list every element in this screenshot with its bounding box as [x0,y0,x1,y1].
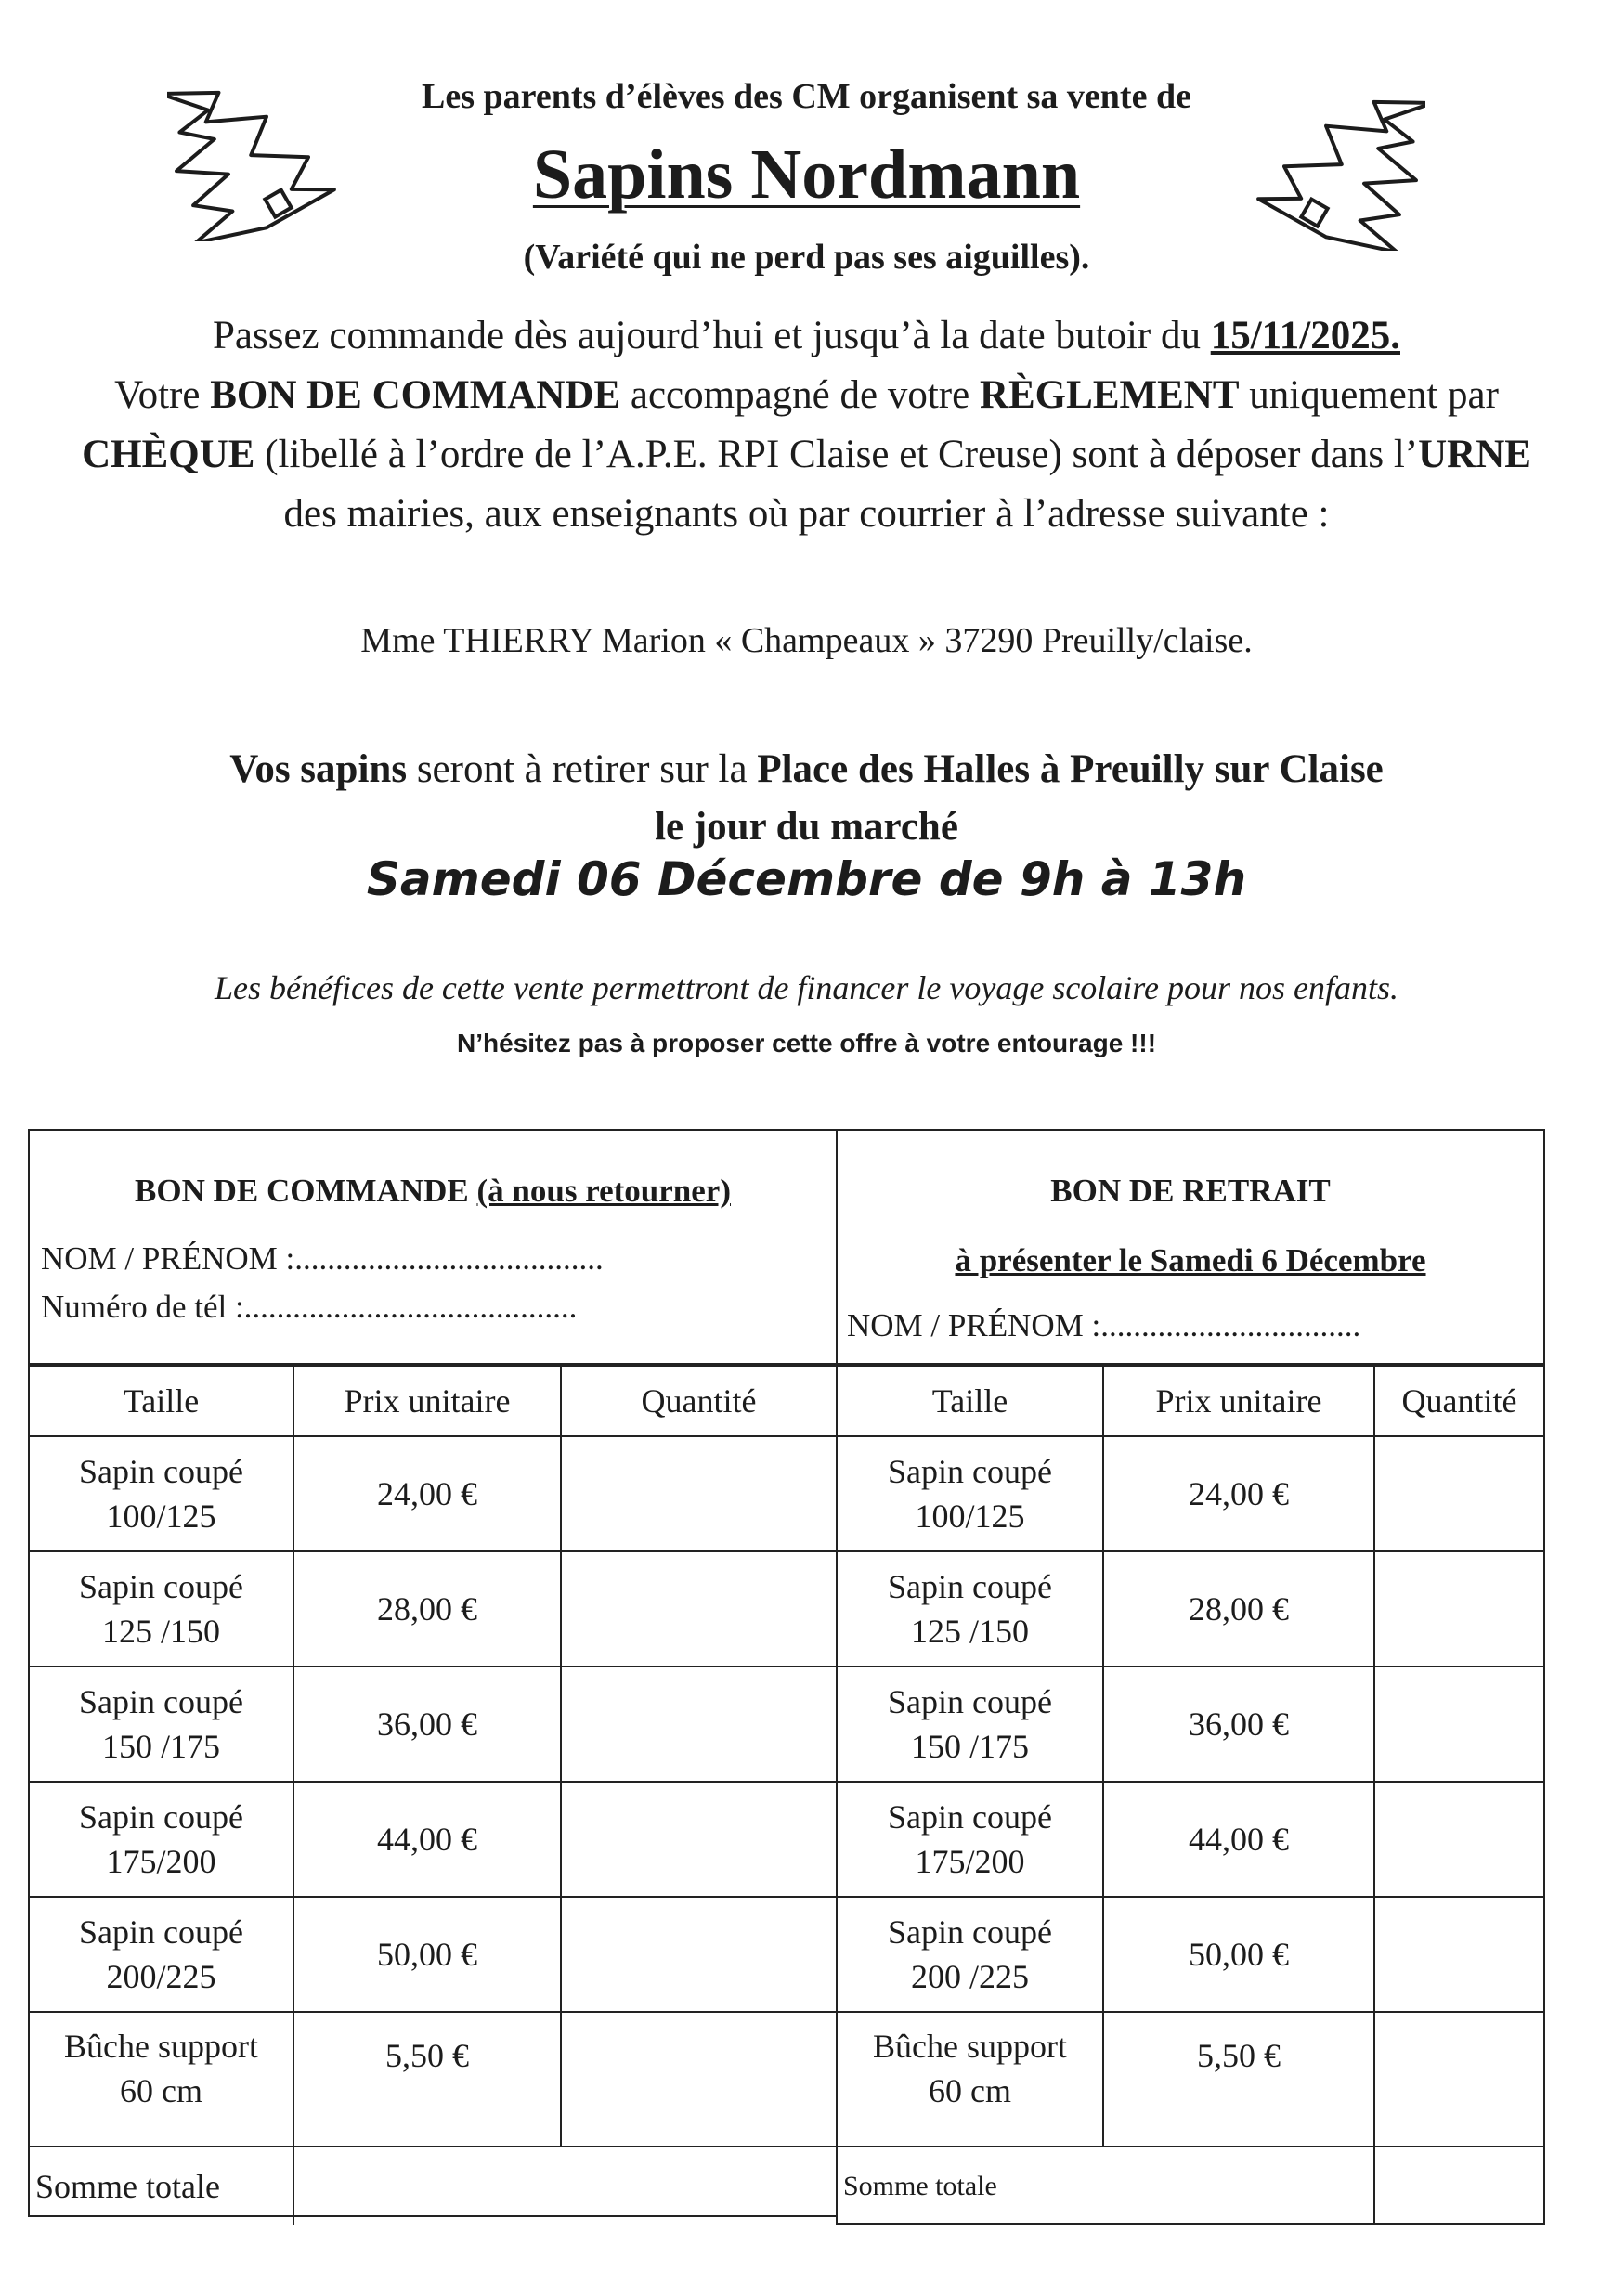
instructions-paragraph: Passez commande dès aujourd’hui et jusqu’à la date butoir du 15/11/2025. Votre BON DE COMMANDE accompagné de votre RÈGLEMENT uniquement par CHÈQUE (libellé à l’ordre de l’A.P.E. RPI Claise et Creuse) sont à déposer dans l’URNE des mairies, aux enseignants où par courrier à l’adresse suivante : [82,314,1531,536]
pickup-table [838,1365,1543,2225]
pickup-form-header [838,1131,1543,1365]
quantity-cell[interactable] [1374,1782,1543,1897]
subtitle: (Variété qui ne perd pas ses aiguilles). [523,238,1090,277]
name-field[interactable]: NOM / PRÉNOM :...................................... [41,1240,604,1277]
pickup-info: Vos sapins seront à retirer sur la Place des Halles à Preuilly sur Claise le jour du marché [229,747,1384,849]
order-form [28,1129,838,2217]
quantity-cell[interactable] [1374,1436,1543,1551]
order-form-title: BON DE COMMANDE (à nous retourner) [135,1173,731,1209]
price-cell: 50,00 € [1103,1897,1374,2012]
total-label: Somme totale [30,2147,293,2225]
share-note: N’hésitez pas à proposer cette offre à votre entourage !!! [456,1029,1157,1057]
column-header-price: Prix unitaire [293,1366,561,1436]
table-row [30,1897,836,2012]
price-cell: 24,00 € [293,1436,561,1551]
total-label: Somme totale [838,2147,1374,2225]
pickup-form [836,1129,1545,2225]
quantity-cell[interactable] [561,1436,836,1551]
price-cell: 36,00 € [293,1667,561,1782]
quantity-cell[interactable] [1374,1897,1543,2012]
column-header-size: Taille [30,1366,293,1436]
table-row [838,1782,1543,1897]
total-value-cell[interactable] [1374,2147,1543,2225]
size-cell: Bûche support 60 cm [838,2012,1103,2147]
order-form-header [30,1131,836,1365]
quantity-cell[interactable] [561,1782,836,1897]
column-header-price: Prix unitaire [1103,1366,1374,1436]
price-cell: 5,50 € [1103,2012,1374,2147]
quantity-cell[interactable] [561,1551,836,1667]
deadline-date: 15/11/2025. [1210,314,1400,357]
table-row [30,2012,836,2147]
total-value-cell[interactable] [293,2147,836,2225]
quantity-cell[interactable] [561,2012,836,2147]
price-cell: 28,00 € [1103,1551,1374,1667]
price-cell: 28,00 € [293,1551,561,1667]
intro-text: Les parents d’élèves des CM organisent sa vente de [422,77,1191,116]
size-cell: Sapin coupé 125 /150 [838,1551,1103,1667]
table-row [838,2012,1543,2147]
pickup-form-subtitle: à présenter le Samedi 6 Décembre [955,1242,1426,1278]
table-row [838,1897,1543,2012]
size-cell: Sapin coupé 200 /225 [838,1897,1103,2012]
column-header-quantity: Quantité [1374,1366,1543,1436]
size-cell: Sapin coupé 175/200 [30,1782,293,1897]
quantity-cell[interactable] [1374,1551,1543,1667]
size-cell: Sapin coupé 200/225 [30,1897,293,2012]
quantity-cell[interactable] [1374,1667,1543,1782]
table-row [30,1782,836,1897]
column-header-quantity: Quantité [561,1366,836,1436]
table-row [30,1551,836,1667]
price-cell: 5,50 € [293,2012,561,2147]
size-cell: Sapin coupé 175/200 [838,1782,1103,1897]
pickup-date: Samedi 06 Décembre de 9h à 13h [366,852,1247,906]
mailing-address: Mme THIERRY Marion « Champeaux » 37290 Preuilly/claise. [360,621,1253,660]
table-row [838,1436,1543,1551]
pickup-form-title: BON DE RETRAIT [1050,1173,1331,1209]
table-row [838,1667,1543,1782]
price-cell: 44,00 € [293,1782,561,1897]
name-field[interactable]: NOM / PRÉNOM :................................ [847,1307,1361,1343]
phone-field[interactable]: Numéro de tél :......................................... [41,1289,578,1325]
table-row [838,1551,1543,1667]
size-cell: Sapin coupé 150 /175 [838,1667,1103,1782]
table-row [30,1667,836,1782]
price-cell: 24,00 € [1103,1436,1374,1551]
column-header-size: Taille [838,1366,1103,1436]
page-title: Sapins Nordmann [532,136,1081,214]
table-row [30,1436,836,1551]
quantity-cell[interactable] [561,1667,836,1782]
size-cell: Bûche support 60 cm [30,2012,293,2147]
price-cell: 44,00 € [1103,1782,1374,1897]
size-cell: Sapin coupé 100/125 [30,1436,293,1551]
price-cell: 36,00 € [1103,1667,1374,1782]
quantity-cell[interactable] [1374,2012,1543,2147]
quantity-cell[interactable] [561,1897,836,2012]
total-row [30,2147,836,2225]
benefits-note: Les bénéfices de cette vente permettront de financer le voyage scolaire pour nos enfants. [215,969,1398,1006]
size-cell: Sapin coupé 125 /150 [30,1551,293,1667]
price-cell: 50,00 € [293,1897,561,2012]
total-row [838,2147,1543,2225]
size-cell: Sapin coupé 100/125 [838,1436,1103,1551]
order-table [30,1365,836,2225]
size-cell: Sapin coupé 150 /175 [30,1667,293,1782]
